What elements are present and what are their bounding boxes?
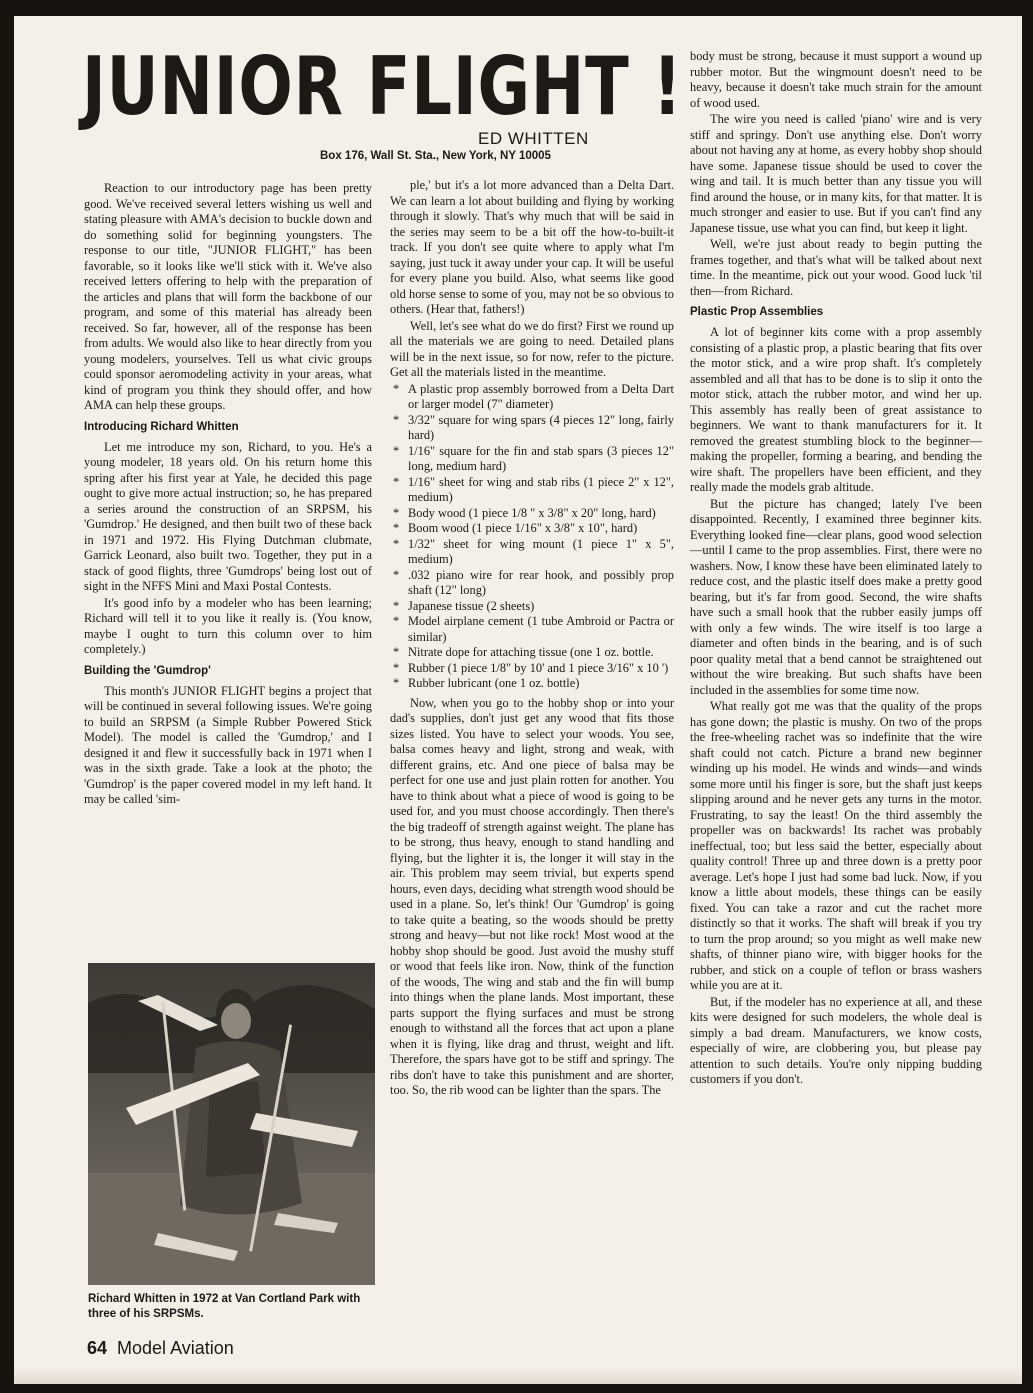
paragraph: This month's JUNIOR FLIGHT begins a project that will be continued in several following issues. We're going to build an SRPSM (a Simple Rubber Powered Stick Model). The model is called the 'Gumdrop,' and I designed it and flew it successfully back in 1971 when I was in the sixth grade. Take a look at the photo; the 'Gumdrop' is the paper covered model in my left hand. It may be called 'sim- xyxy=(84,683,372,806)
page-footer xyxy=(87,1336,234,1360)
list-item: * Rubber lubricant (one 1 oz. bottle) xyxy=(408,676,674,692)
face xyxy=(221,1003,251,1039)
materials-list xyxy=(390,382,674,692)
paragraph: But, if the modeler has no experience at all, and these kits were designed for such modelers, the whole deal is simply a bad dream. Manufacturers, we know costs, especially of wire, are clobbering you, but please pay attention to such details. You're only nipping budding customers if you don't. xyxy=(690,994,982,1086)
article-title: JUNIOR FLIGHT ! xyxy=(82,40,683,133)
paragraph: Let me introduce my son, Richard, to you. He's a young modeler, 18 years old. On his return home this spring after his first year at Yale, he decided this page ought to give more actual instruction; so, he has prepared a series around the construction of an SRPSM, his 'Gumdrop.' He designed, and then built two of these back in 1971 and 1972. His Flying Dutchman clubmate, Garrick Leonard, also built two. Together, they put in a stack of good flights, three 'Gumdrops' being lost out of sight in the NFFS Mini and Maxi Postal Contests. xyxy=(84,439,372,593)
publication-name: Model Aviation xyxy=(117,1338,234,1358)
paragraph: Well, we're just about ready to begin putting the frames together, and that's what will be talked about next time. In the meantime, pick out your wood. Good luck 'til then—from Richard. xyxy=(690,237,982,298)
article-column-1 xyxy=(84,181,372,809)
paragraph: Now, when you go to the hobby shop or into your dad's supplies, don't just get any wood that fits those sizes listed. You have to select your woods. You see, balsa comes heavy and light, strong and weak, with different grains, etc. And one piece of balsa may be perfect for one use and just plain rotten for another. You have to think about what a piece of wood is going to be used for, and you must choose accordingly. Then there's the big tradeoff of strength against weight. The plane has to be strong, thus heavy, enough to stand handling and flying, but the lighter it is, the longer it will stay in the air. This problem may seem trivial, but experts spend hours, even days, deciding what strength wood should be used in a plane. So, let's think! Our 'Gumdrop' is going to take quite a beating, so the woods should be pretty strong and heavy—but not like rock! Most wood at the hobby shop should be good. Just avoid the mushy stuff or wood that feels like iron. Now, think of the function of the woods, The wing and stab and the fin will bump into things when the plane lands. Most important, these parts support the flying surfaces and must be strong enough to withstand all the forces that act upon a plane when it is flying, like drag and thrust, weight and lift. Therefore, the spars have got to be stiff and springy. The ribs don't have to take this punishment and are shorter, too. So, the rib wood can be lighter than the spars. The xyxy=(390,695,674,1097)
list-item: * Rubber (1 piece 1/8" by 10' and 1 piece 3/16" x 10 ') xyxy=(408,661,674,677)
list-item: * A plastic prop assembly borrowed from a Delta Dart or larger model (7" diameter) xyxy=(408,382,674,413)
paragraph: What really got me was that the quality of the props has gone down; the plastic is mushy. On two of the props the free-wheeling rachet was so indefinite that the wire shaft could not catch. Picture a brand new beginner winding up his model. He winds and winds—and winds some more until his finger is sore, but the shaft just keeps slipping around and he never gets any turns in the motor. Frustrating, to say the least! On the third assembly the propeller was on backwards! Its rachet was probably ineffectual, too; but less said the better, especially about quality control! Three up and three down is a pretty poor average. Let's hope I just had some bad luck. Now, if you know a little about models, these things can be easily fixed. You can take a razor and cut the rachet more distinctly so that it works. The shaft will break if you try to turn the prop around; so you might as well make new shafts, of thinner piano wire, with bigger hooks for the rubber, and stick on a couple of teflon or brass washers while you are at it. xyxy=(690,699,982,992)
list-item: * 1/16" square for the fin and stab spars (3 pieces 12" long, medium hard) xyxy=(408,444,674,475)
paragraph: A lot of beginner kits come with a prop assembly consisting of a plastic prop, a plastic bearing that fits over the motor stick, and a wire prop shaft. It's completely assembled and all that has to be done is to slip it onto the motor stick, attach the rubber motor, and wind her up. This assembly has really been of great assistance to beginners. We want to thank manufacturers for it. It removed the greatest stumbling block to the beginner—making the propeller, forming a bearing, and bending the wire shaft. The propellers have been efficient, and they really made the models grab altitude. xyxy=(690,325,982,494)
article-column-3 xyxy=(690,49,982,1089)
photo-caption: Richard Whitten in 1972 at Van Cortland Park with three of his SRPSMs. xyxy=(88,1293,361,1320)
article-column-2 xyxy=(390,178,674,1100)
section-heading: Building the 'Gumdrop' xyxy=(84,664,211,677)
photo-illustration xyxy=(88,963,375,1285)
author-address: Box 176, Wall St. Sta., New York, NY 10005 xyxy=(320,150,551,162)
author-name: ED WHITTEN xyxy=(478,129,589,148)
paragraph: ple,' but it's a lot more advanced than a Delta Dart. We can learn a lot about building and flying by working through it slowly. That's why much that will be said in the series may seem to be a bit off the how-to-built-it track. If you don't see quite where to apply what I'm saying, just tuck it away under your cap. It will be useful for every plane you build. Also, what seems like good old horse sense to some of you, may not be so obvious to others. (Hear that, fathers!) xyxy=(390,178,674,316)
section-heading: Plastic Prop Assemblies xyxy=(690,306,824,318)
list-item: * Boom wood (1 piece 1/16" x 3/8" x 10", hard) xyxy=(408,521,674,537)
article-photo xyxy=(88,963,375,1285)
magazine-page xyxy=(14,16,1022,1384)
paragraph: It's good info by a modeler who has been learning; Richard will tell it to you like it really is. (You know, maybe I ought to turn this column over to him completely.) xyxy=(84,595,372,656)
list-item: * Model airplane cement (1 tube Ambroid or Pactra or similar) xyxy=(408,614,674,645)
list-item: * 1/32" sheet for wing mount (1 piece 1" x 5", medium) xyxy=(408,537,674,568)
paragraph: body must be strong, because it must support a wound up rubber motor. But the wingmount doesn't need to be heavy, because it doesn't take much strain for the amount of wood used. xyxy=(690,49,982,110)
paragraph: Reaction to our introductory page has been pretty good. We've received several letters wishing us well and stating pleasure with AMA's decision to buckle down and do something solid for beginning youngsters. The response to our title, "JUNIOR FLIGHT," has been favorable, so it looks like we'll stick with it. We've also received letters offering to help with the preparation of the articles and plans that will form the backbone of our program, and some of this material has already been received. So far, however, all of the response has been from adults. We would also like to hear directly from you young modelers, yourselves. Tell us what civic groups could sponsor aeromodeling activity in your areas, what kind of program you think they should offer, and how AMA can help these groups. xyxy=(84,181,372,412)
paragraph: The wire you need is called 'piano' wire and is very stiff and springy. Don't use anything else. Don't worry about not having any at home, as every hobby shop should have some. Japanese tissue should be used to cover the wing and tail. It is much better than any tissue you will find around the house, or in many kits, for that matter. It is much stronger and easier to use. But if you can't find any Japanese tissue, use what you can find, but keep it light. xyxy=(690,112,982,235)
list-item: * Body wood (1 piece 1/8 " x 3/8" x 20" long, hard) xyxy=(408,506,674,522)
paragraph: But the picture has changed; lately I've been disappointed. Recently, I examined three beginner kits. Everything looked fine—clear plans, good wood selection—until I came to the prop assemblies. First, there were no washers. Now, I know these have been eliminated lately to reduce cost, and the plastic itself does make a pretty good bearing, but it's far from good. Second, the wire shafts have such a small hook that the rubber easily jumps off with only a few winds. The wire itself is too large a diameter and often binds in the bearing, and is of such poor quality metal that a bend cannot be straightened out without the wire breaking. But such shafts have been included in the assemblies for some time now. xyxy=(690,496,982,697)
list-item: * Japanese tissue (2 sheets) xyxy=(408,599,674,615)
list-item: * .032 piano wire for rear hook, and possibly prop shaft (12" long) xyxy=(408,568,674,599)
paragraph: Well, let's see what do we do first? First we round up all the materials we are going to need. Detailed plans will be in the next issue, so for now, refer to the picture. Get all the materials listed in the meantime. xyxy=(390,318,674,379)
list-item: * Nitrate dope for attaching tissue (one 1 oz. bottle. xyxy=(408,645,674,661)
section-heading: Introducing Richard Whitten xyxy=(84,420,239,433)
list-item: * 3/32" square for wing spars (4 pieces 12" long, fairly hard) xyxy=(408,413,674,444)
list-item: * 1/16" sheet for wing and stab ribs (1 piece 2" x 12", medium) xyxy=(408,475,674,506)
page-number: 64 xyxy=(87,1338,108,1358)
